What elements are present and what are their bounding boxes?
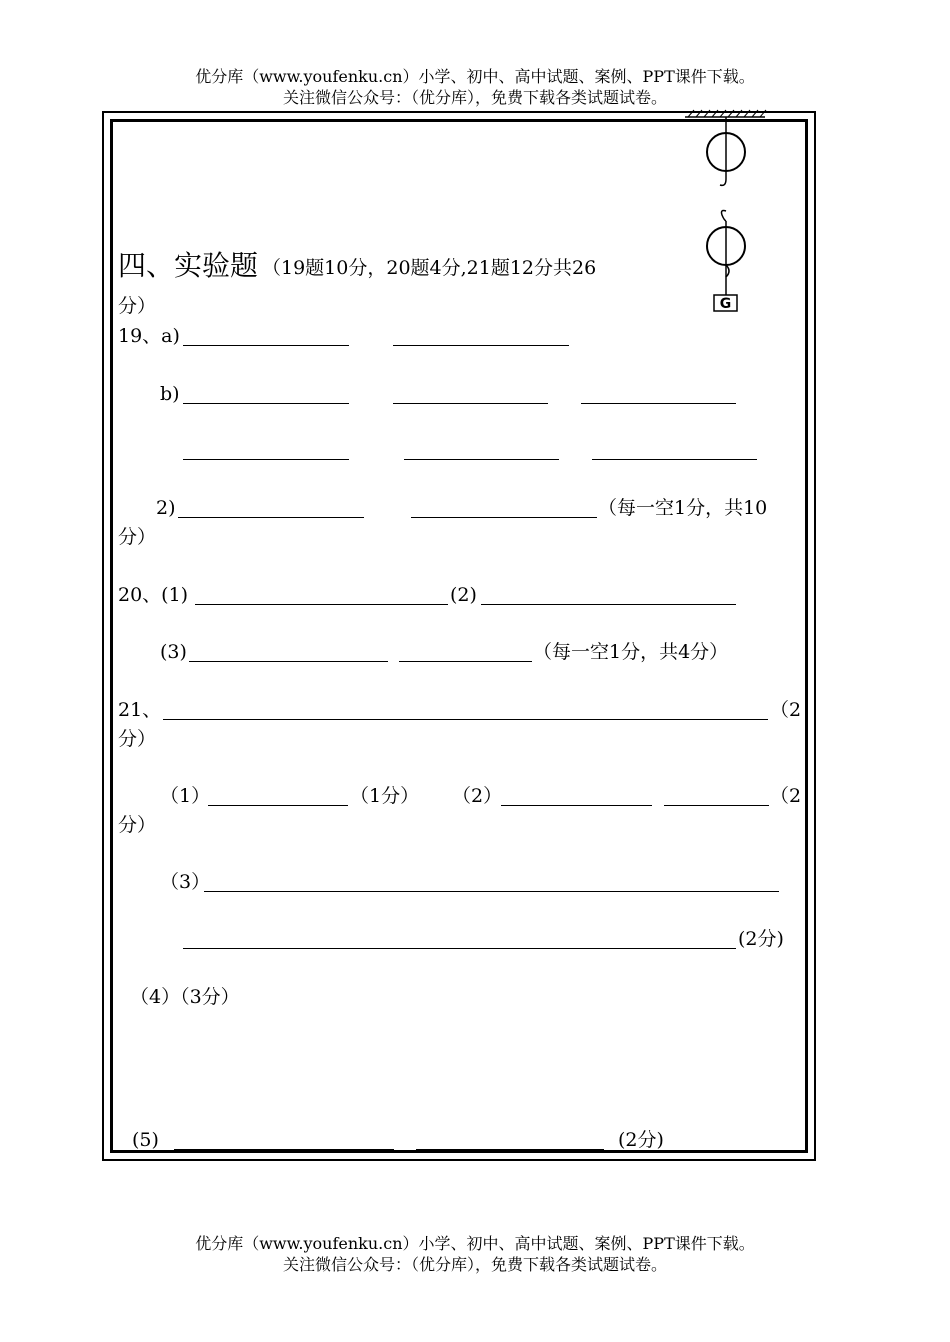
- q21-p3-label: （3）: [160, 871, 211, 893]
- q21-score-main: （2: [770, 699, 802, 721]
- q21-p3-score: (2分): [738, 928, 784, 950]
- q21-p1-label: （1）: [160, 785, 211, 807]
- header-line-1: 优分库（www.youfenku.cn）小学、初中、高中试题、案例、PPT课件下载。: [195, 67, 755, 86]
- q20-blank-4[interactable]: [399, 661, 532, 662]
- header-line-2: 关注微信公众号：（优分库），免费下载各类试题试卷。: [282, 88, 667, 107]
- footer-line-1: 优分库（www.youfenku.cn）小学、初中、高中试题、案例、PPT课件下载。: [195, 1234, 755, 1253]
- section-note-end: 分）: [118, 295, 157, 317]
- q20-score: （每一空1分，共4分）: [533, 641, 729, 663]
- q19-score-end: 分）: [118, 526, 157, 548]
- q20-blank-2[interactable]: [481, 604, 736, 605]
- section-note: （19题10分，20题4分,21题12分共26: [262, 257, 597, 279]
- footer-line-2: 关注微信公众号：（优分库），免费下载各类试题试卷。: [282, 1255, 667, 1274]
- q21-label: 21、: [118, 699, 162, 721]
- section-title: 四、实验题: [118, 249, 259, 282]
- q21-p5-score: (2分): [618, 1129, 664, 1151]
- q21-p5-blank-1[interactable]: [174, 1149, 394, 1150]
- q19-a-label: 19、a): [118, 325, 180, 347]
- q19-b-blank-1[interactable]: [183, 403, 349, 404]
- q21-p2-score-end: 分）: [118, 814, 157, 836]
- q21-p2-blank-1[interactable]: [501, 805, 652, 806]
- q21-p1-score: （1分）: [350, 785, 420, 807]
- q20-blank-3[interactable]: [189, 661, 388, 662]
- q21-score-main-end: 分）: [118, 728, 157, 750]
- q19-a-blank-1[interactable]: [183, 345, 349, 346]
- q21-p2-blank-2[interactable]: [664, 805, 769, 806]
- q19-2-blank-1[interactable]: [178, 517, 364, 518]
- q20-blank-1[interactable]: [195, 604, 448, 605]
- q21-p4-label: （4）（3分）: [130, 986, 240, 1008]
- q20-p2-label: (2): [450, 584, 477, 606]
- q21-p2-label: （2）: [452, 785, 503, 807]
- q21-p3-blank-2[interactable]: [183, 948, 736, 949]
- q20-p3-label: (3): [160, 641, 187, 663]
- q19-2-blank-2[interactable]: [411, 517, 597, 518]
- q19-b-blank-2[interactable]: [393, 403, 548, 404]
- q21-blank-main[interactable]: [163, 719, 768, 720]
- pulley-diagram-icon: [680, 105, 780, 315]
- weight-label: G: [719, 296, 732, 312]
- q21-p1-blank[interactable]: [208, 805, 348, 806]
- q19-score: （每一空1分，共10: [598, 497, 768, 519]
- q19-b-blank-6[interactable]: [592, 459, 757, 460]
- q19-2-label: 2): [156, 497, 176, 519]
- q21-p5-label: (5): [132, 1129, 159, 1151]
- q19-b-blank-5[interactable]: [404, 459, 559, 460]
- q19-b-label: b): [160, 383, 180, 405]
- q21-p3-blank-1[interactable]: [204, 891, 779, 892]
- q19-b-blank-3[interactable]: [581, 403, 736, 404]
- q19-b-blank-4[interactable]: [183, 459, 349, 460]
- q20-label: 20、(1): [118, 584, 189, 606]
- q21-p2-score: （2: [770, 785, 802, 807]
- q21-p5-blank-2[interactable]: [416, 1149, 604, 1150]
- q19-a-blank-2[interactable]: [393, 345, 569, 346]
